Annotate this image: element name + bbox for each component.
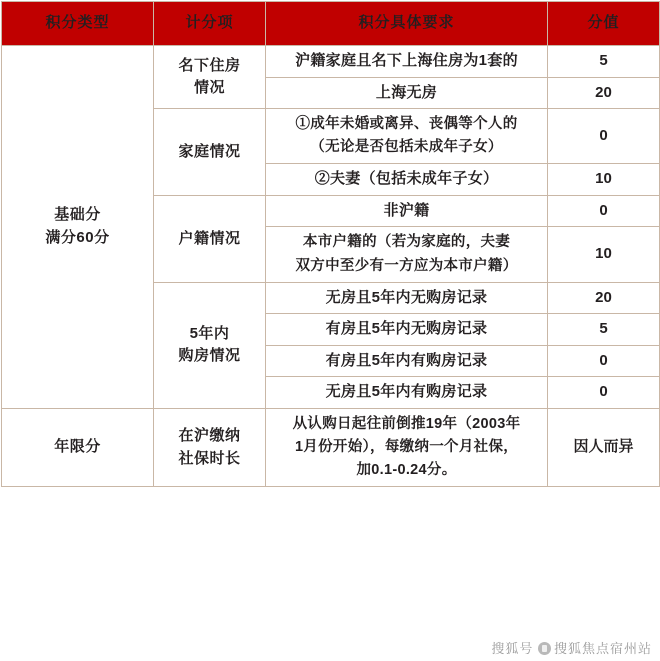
watermark [491,638,652,657]
table-row [2,408,660,487]
sohu-logo-icon [538,642,551,655]
score-table-document [0,1,660,661]
cell-value: 0 [548,377,660,409]
cell-requirement: 有房且5年内无购房记录 [266,314,548,346]
cell-requirement: 有房且5年内有购房记录 [266,345,548,377]
cell-category-basic: 基础分 满分60分 [2,46,154,409]
cell-value: 0 [548,109,660,164]
cell-item-hukou: 户籍情况 [154,195,266,282]
cell-item-purchase-history: 5年内 购房情况 [154,282,266,408]
cell-value: 0 [548,345,660,377]
cell-item-social-insurance: 在沪缴纳 社保时长 [154,408,266,487]
column-header-requirement: 积分具体要求 [266,2,548,46]
column-header-value: 分值 [548,2,660,46]
cell-value: 10 [548,164,660,196]
cell-requirement: 非沪籍 [266,195,548,227]
cell-requirement: 无房且5年内有购房记录 [266,377,548,409]
cell-value: 5 [548,46,660,78]
cell-item-family: 家庭情况 [154,109,266,196]
table-row [2,46,660,78]
table-body [2,46,660,487]
cell-value: 0 [548,195,660,227]
cell-category-years: 年限分 [2,408,154,487]
watermark-source: 搜狐焦点宿州站 [553,641,652,656]
cell-requirement: 无房且5年内无购房记录 [266,282,548,314]
cell-requirement: 从认购日起往前倒推19年（2003年 1月份开始），每缴纳一个月社保， 加0.1-0.24分。 [266,408,548,487]
cell-value: 10 [548,227,660,282]
cell-requirement: ①成年未婚或离异、丧偶等个人的 （无论是否包括未成年子女） [266,109,548,164]
cell-requirement: 本市户籍的（若为家庭的，夫妻 双方中至少有一方应为本市户籍） [266,227,548,282]
cell-item-housing: 名下住房 情况 [154,46,266,109]
column-header-item: 计分项 [154,2,266,46]
cell-requirement: 上海无房 [266,77,548,109]
cell-requirement: ②夫妻（包括未成年子女） [266,164,548,196]
cell-value: 20 [548,77,660,109]
cell-value: 20 [548,282,660,314]
table-header [2,2,660,46]
column-header-category: 积分类型 [2,2,154,46]
cell-value: 因人而异 [548,408,660,487]
watermark-brand: 搜狐号 [491,641,534,656]
cell-value: 5 [548,314,660,346]
cell-requirement: 沪籍家庭且名下上海住房为1套的 [266,46,548,78]
table-header-row [2,2,660,46]
score-table [1,1,660,487]
